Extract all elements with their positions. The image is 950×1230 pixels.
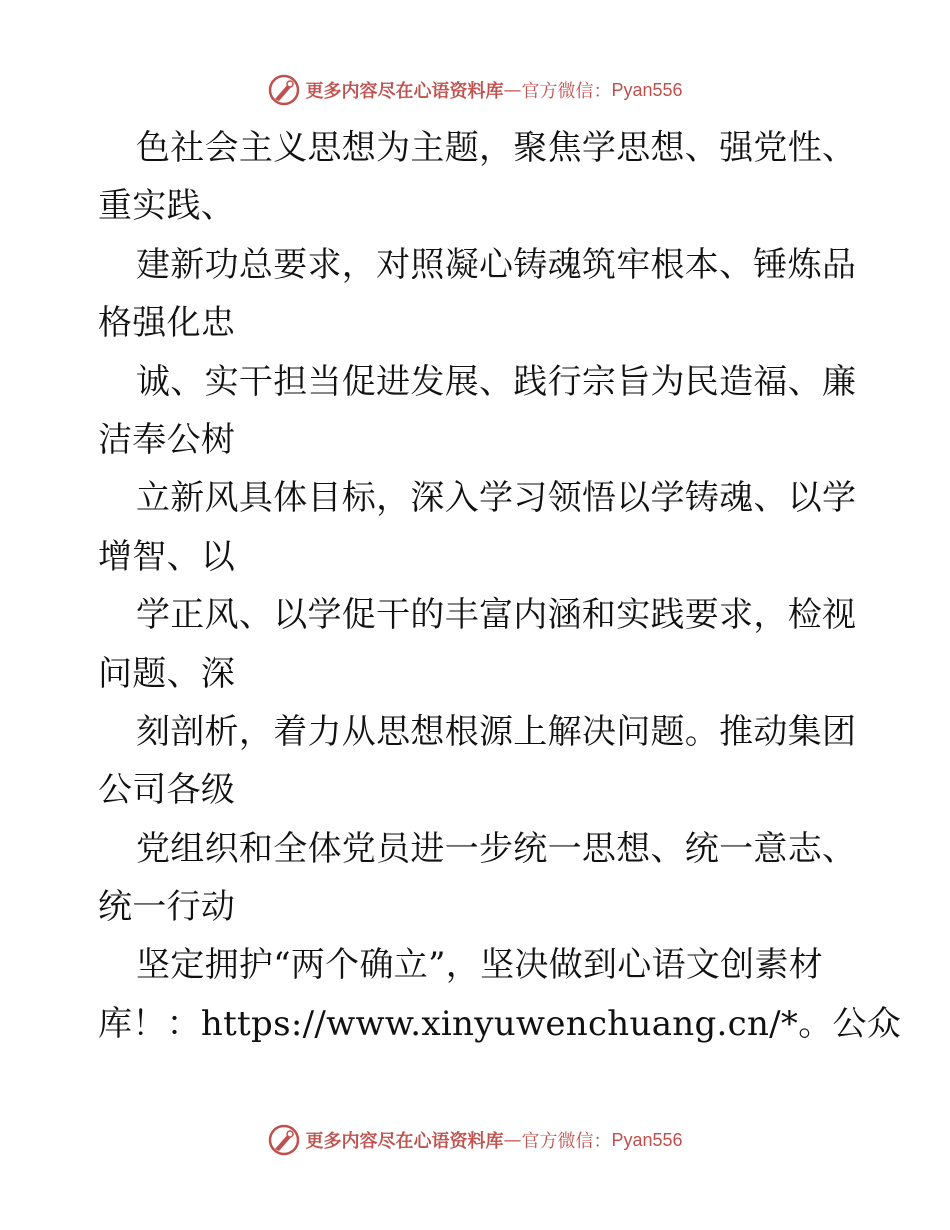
footer-wechat-id: Pyan556: [611, 1129, 683, 1150]
body-line: 坚定拥护“两个确立”，坚决做到心语文创素材: [136, 945, 824, 986]
body-line: 立新风具体目标，深入学习领悟以学铸魂、以学: [136, 478, 857, 519]
body-line: 建新功总要求，对照凝心铸魂筑牢根本、锤炼品: [136, 244, 857, 285]
body-line: 重实践、: [98, 186, 236, 227]
footer-wechat-label: 官方微信：: [521, 1131, 612, 1152]
footer-site-text: 更多内容尽在心语资料库: [305, 1131, 504, 1152]
document-body: [98, 119, 902, 1053]
body-line: 增智、以: [98, 536, 236, 577]
body-line: 格强化忠: [98, 303, 236, 344]
body-line: 问题、深: [98, 653, 236, 694]
body-line: 洁奉公树: [98, 419, 236, 460]
footer-banner: [0, 1120, 950, 1160]
header-wechat-label: 官方微信：: [521, 81, 612, 102]
body-line: 诚、实干担当促进发展、践行宗旨为民造福、廉: [136, 361, 857, 402]
body-line: 色社会主义思想为主题，聚焦学思想、强党性、: [136, 128, 857, 168]
body-line: 刻剖析，着力从思想根源上解决问题。推动集团: [136, 711, 857, 752]
header-site-text: 更多内容尽在心语资料库: [305, 81, 504, 102]
body-line: 公司各级: [98, 770, 236, 811]
body-line: 学正风、以学促干的丰富内涵和实践要求，检视: [136, 595, 857, 636]
body-line: 统一行动: [98, 887, 236, 928]
header-banner: [0, 70, 950, 110]
body-line: 党组织和全体党员进一步统一思想、统一意志、: [136, 828, 857, 869]
body-line: 库！：https://www.xinyuwenchuang.cn/*。公众: [98, 1003, 902, 1044]
pen-logo-icon: [267, 73, 301, 107]
header-wechat-id: Pyan556: [611, 79, 683, 100]
pen-logo-icon: [267, 1123, 301, 1157]
footer-separator: —: [503, 1129, 522, 1151]
header-separator: —: [503, 79, 522, 101]
